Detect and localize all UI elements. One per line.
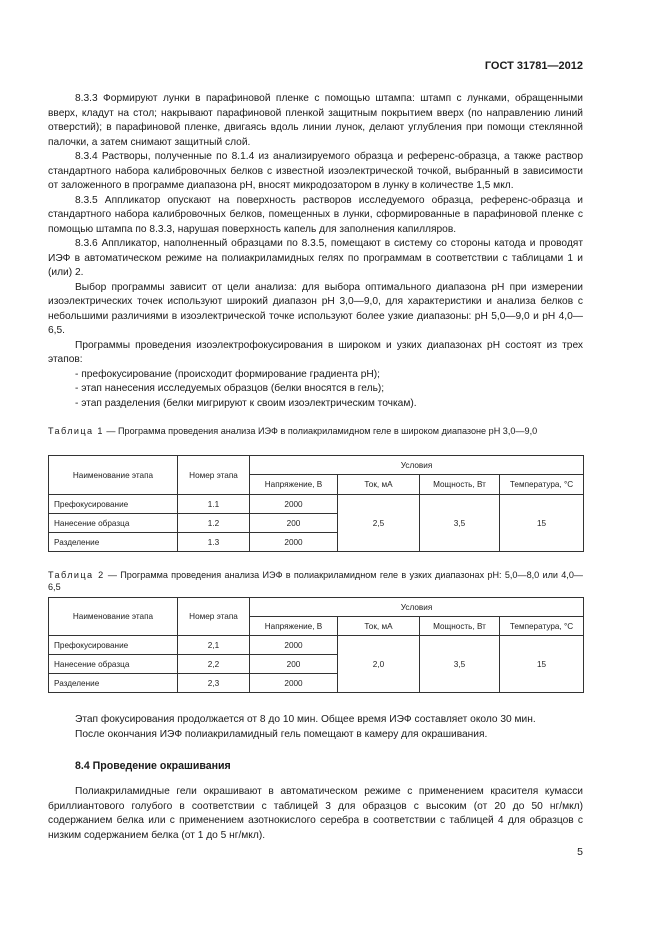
- table2-row2-voltage: 200: [250, 655, 338, 674]
- table1-head-number: Номер этапа: [178, 456, 250, 495]
- top-text-block: [48, 92, 583, 411]
- table-row: [49, 636, 584, 655]
- table1-head-voltage: Напряжение, В: [250, 475, 338, 495]
- table2-caption-text: — Программа проведения анализа ИЭФ в полиакриламидном геле в узких диапазонах pH: 5,0—8,0 или 4,0—6,5: [48, 570, 583, 592]
- table2-row1-number: 2,1: [178, 636, 250, 655]
- table2-row3-voltage: 2000: [250, 674, 338, 693]
- table1-caption-text: — Программа проведения анализа ИЭФ в полиакриламидном геле в широком диапазоне pH 3,0—9,0: [103, 426, 538, 436]
- table1-row3-name: Разделение: [49, 533, 178, 552]
- table2-head-temp: Температура, °С: [500, 617, 584, 636]
- table2-row1-name: Префокусирование: [49, 636, 178, 655]
- list-item: - префокусирование (происходит формирование градиента pH);: [75, 368, 583, 383]
- table1-row2-name: Нанесение образца: [49, 514, 178, 533]
- table2-temp: 15: [500, 636, 584, 693]
- table1-row1-name: Префокусирование: [49, 495, 178, 514]
- table1-row1-number: 1.1: [178, 495, 250, 514]
- section-8-4-block: [48, 785, 583, 843]
- table1-power: 3,5: [420, 495, 500, 552]
- table2-row2-name: Нанесение образца: [49, 655, 178, 674]
- after-tables-block: [48, 713, 583, 742]
- document-header: ГОСТ 31781—2012: [484, 60, 583, 72]
- table2-head-power: Мощность, Вт: [420, 617, 500, 636]
- paragraph-after-ief: После окончания ИЭФ полиакриламидный гель помещают в камеру для окрашивания.: [75, 728, 488, 740]
- paragraph-program-choice: Выбор программы зависит от цели анализа: для выбора оптимального диапазона pH при измерении изоэлектрических точек используют широкий диапазон pH 3,0—9,0, для характеристики и анализа белков с небольшими различиями в изоэлектрической точке используют более узкие диапазоны: pH 5,0—9,0 и pH 4,0—6,5.: [48, 281, 583, 336]
- table-row: [49, 495, 584, 514]
- table2: [48, 597, 584, 693]
- list-item: - этап разделения (белки мигрируют к своим изоэлектрическим точкам).: [75, 397, 583, 412]
- table1-head-current: Ток, мА: [338, 475, 420, 495]
- table1-head-temp: Температура, °С: [500, 475, 584, 495]
- table2-caption-label: Таблица 2: [48, 570, 105, 580]
- table2-row1-voltage: 2000: [250, 636, 338, 655]
- table1-temp: 15: [500, 495, 584, 552]
- paragraph-focusing-time: Этап фокусирования продолжается от 8 до 10 мин. Общее время ИЭФ составляет около 30 мин.: [75, 714, 536, 725]
- paragraph-8-3-5: 8.3.5 Аппликатор опускают на поверхность растворов исследуемого образца, референс-образца и стандартного набора калибровочных белков, помещенных в лунки, сформированные в парафиновой пленке с помощью штампа по 8.3.3, нарушая поверхность капель для заполнения капилляров.: [48, 194, 583, 235]
- table2-current: 2,0: [338, 636, 420, 693]
- table1-row3-number: 1.3: [178, 533, 250, 552]
- table1-head-conditions: Условия: [250, 456, 584, 475]
- table2-head-voltage: Напряжение, В: [250, 617, 338, 636]
- section-8-4-title: 8.4 Проведение окрашивания: [75, 760, 231, 772]
- table1: [48, 455, 584, 552]
- table1-caption: [48, 425, 583, 437]
- paragraph-8-3-6: 8.3.6 Аппликатор, наполненный образцами по 8.3.5, помещают в систему со стороны катода и проводят ИЭФ в автоматическом режиме на полиакриламидных гелях по программам в соответствии с таблицами 1 и (или) 2.: [48, 238, 583, 278]
- list-item: - этап нанесения исследуемых образцов (белки вносятся в гель);: [75, 382, 583, 397]
- table1-row1-voltage: 2000: [250, 495, 338, 514]
- paragraph-8-3-3: 8.3.3 Формируют лунки в парафиновой пленке с помощью штампа: штамп с лунками, обращенными вверх, кладут на стол; накрывают парафиновой пленкой защитным покрытием вверх (по направлению линий отверстий); в парафиновой пленке, двигаясь вдоль линии лунок, делают углубления при помощи стеклянной палочки, а затем снимают защитный слой.: [48, 93, 583, 148]
- table2-row3-number: 2,3: [178, 674, 250, 693]
- table2-head-name: Наименование этапа: [49, 598, 178, 636]
- stages-list: [48, 368, 583, 412]
- table2-power: 3,5: [420, 636, 500, 693]
- paragraph-staining: Полиакриламидные гели окрашивают в автоматическом режиме с применением красителя кумасси бриллиантового голубого в соответствии с таблицей 3 для образцов с высоким (от 20 до 50 нг/мкл) содержанием белка или с применением азотнокислого серебра в соответствии с таблицей 4 для образцов с низким содержанием белка (от 1 до 5 нг/мкл).: [48, 786, 583, 841]
- paragraph-stages-intro: Программы проведения изоэлектрофокусирования в широком и узких диапазонах pH состоят из трех этапов:: [48, 339, 583, 365]
- paragraph-8-3-4: 8.3.4 Растворы, полученные по 8.1.4 из анализируемого образца и референс-образца, а также раствор стандартного набора калибровочных белков с известной изоэлектрической точкой, выбранный в зависимости от заложенного в программе диапазона pH, вносят микродозатором в лунку в количестве 1,5 мкл.: [48, 151, 583, 191]
- table1-caption-label: Таблица 1: [48, 426, 104, 436]
- table2-head-number: Номер этапа: [178, 598, 250, 636]
- table1-head-power: Мощность, Вт: [420, 475, 500, 495]
- table2-row2-number: 2,2: [178, 655, 250, 674]
- table2-caption: [48, 569, 583, 593]
- table1-head-name: Наименование этапа: [49, 456, 178, 495]
- table1-row3-voltage: 2000: [250, 533, 338, 552]
- table1-current: 2,5: [338, 495, 420, 552]
- table1-row2-number: 1.2: [178, 514, 250, 533]
- table1-row2-voltage: 200: [250, 514, 338, 533]
- table2-head-current: Ток, мА: [338, 617, 420, 636]
- table2-row3-name: Разделение: [49, 674, 178, 693]
- page-number: 5: [577, 846, 583, 858]
- table2-head-conditions: Условия: [250, 598, 584, 617]
